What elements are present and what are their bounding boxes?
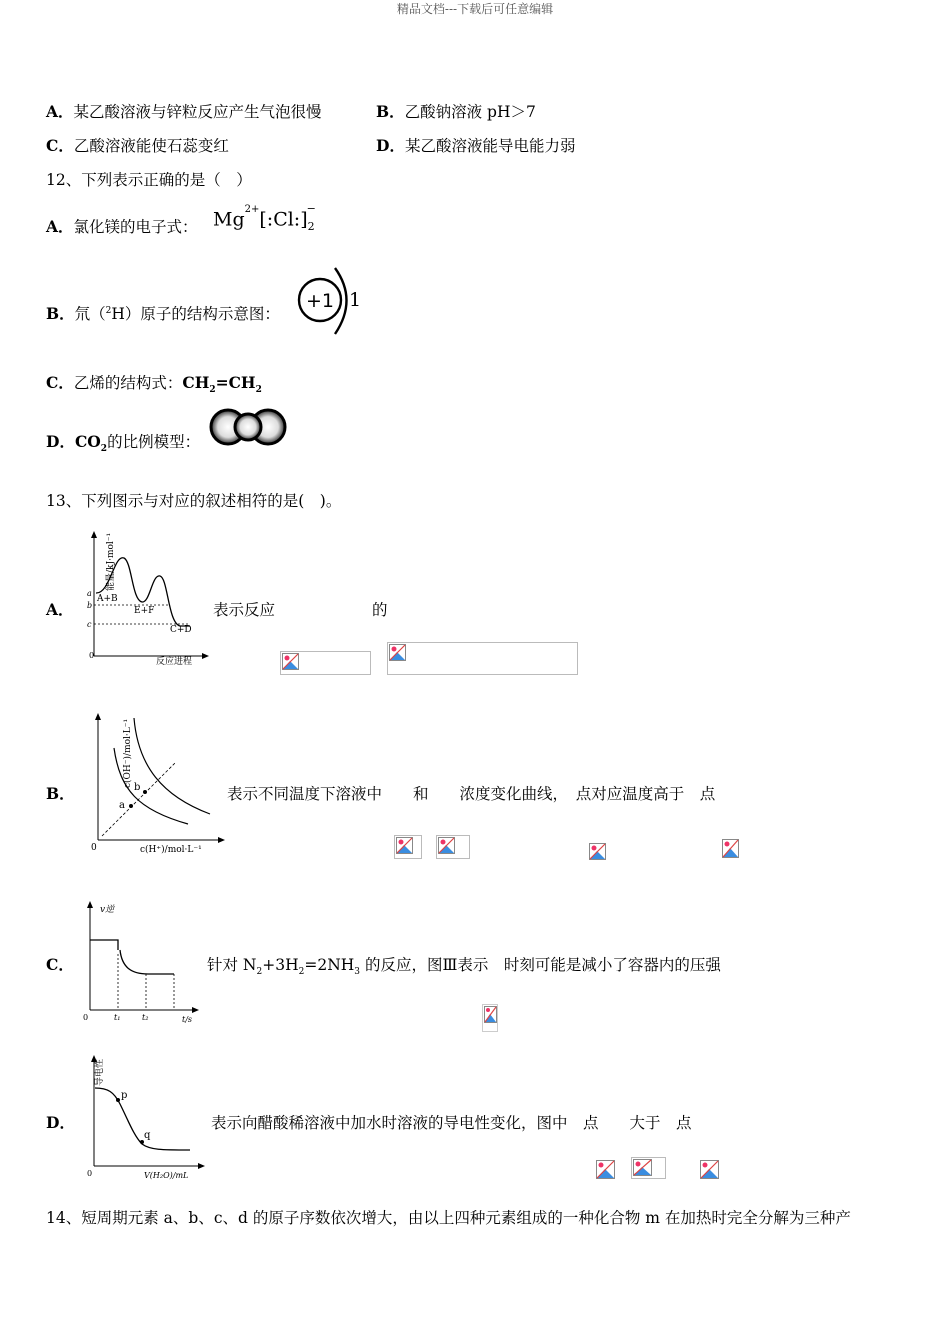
- svg-text:0: 0: [87, 1169, 93, 1178]
- q13-stem: 13、下列图示与对应的叙述相符的是( )。: [46, 492, 342, 510]
- broken-image-icon: [722, 839, 740, 859]
- broken-image-placeholder: [631, 1157, 666, 1179]
- q12-stem: 12、下列表示正确的是（ ）: [46, 171, 252, 189]
- broken-image-icon: [700, 1160, 720, 1180]
- q12-option-c: C．乙烯的结构式：$CH_2=CH_2$: [46, 373, 262, 396]
- broken-image-icon: [633, 1159, 653, 1177]
- broken-image-icon: [438, 837, 456, 855]
- svg-text:反应进程: 反应进程: [156, 657, 193, 667]
- q13-a-text1: 表示反应: [213, 601, 276, 619]
- broken-image-icon: [389, 644, 407, 662]
- broken-image-icon: [596, 1160, 616, 1180]
- svg-text:导电性: 导电性: [95, 1058, 105, 1086]
- svg-text:t₁: t₁: [114, 1013, 121, 1022]
- option-label: D．: [376, 136, 405, 155]
- q11-option-d: [376, 136, 575, 156]
- option-text: 某乙酸溶液与锌粒反应产生气泡很慢: [73, 103, 322, 121]
- q14-stem: 14、短周期元素 a、b、c、d 的原子序数依次增大，由以上四种元素组成的一种化合物 m 在加热时完全分解为三种产: [46, 1209, 851, 1227]
- svg-text:c(OH⁻)/mol·L⁻¹: c(OH⁻)/mol·L⁻¹: [123, 718, 133, 788]
- svg-text:+1: +1: [306, 290, 335, 312]
- conductivity-graph: [78, 1052, 208, 1182]
- svg-text:1: 1: [349, 289, 362, 311]
- q12-option-a: [46, 217, 198, 237]
- q13-d-text: 表示向醋酸稀溶液中加水时溶液的导电性变化，图中 点 大于 点: [211, 1114, 692, 1132]
- svg-text:v逆: v逆: [100, 905, 115, 915]
- svg-text:t₂: t₂: [142, 1013, 149, 1022]
- option-text: 氯化镁的电子式：: [73, 218, 198, 236]
- option-label: D．: [46, 432, 75, 451]
- broken-image-placeholder: [280, 651, 371, 675]
- water-ion-product-graph: [78, 710, 228, 860]
- svg-text:A+B: A+B: [97, 594, 118, 604]
- svg-text:能量/kJ·mol⁻¹: 能量/kJ·mol⁻¹: [106, 532, 116, 591]
- broken-image-placeholder: [394, 835, 422, 859]
- q13-option-b-label: B．: [46, 784, 75, 803]
- broken-image-placeholder: [436, 835, 470, 859]
- broken-image-placeholder: [595, 1159, 617, 1181]
- svg-text:V(H₂O)/mL: V(H₂O)/mL: [144, 1171, 189, 1180]
- option-label: B．: [376, 102, 405, 121]
- svg-text:c: c: [87, 620, 92, 629]
- svg-text:0: 0: [91, 843, 97, 853]
- svg-text:c(H⁺)/mol·L⁻¹: c(H⁺)/mol·L⁻¹: [140, 845, 202, 855]
- broken-image-icon: [282, 653, 300, 671]
- option-text: 某乙酸溶液能导电能力弱: [404, 137, 576, 155]
- q12-option-d: D．$CO_2$的比例模型：: [46, 432, 201, 455]
- svg-text:0: 0: [89, 651, 95, 660]
- q11-option-b: [376, 102, 536, 122]
- option-label: B．: [46, 304, 75, 324]
- co2-space-filling-model: [206, 404, 290, 450]
- q13-option-a-label: A．: [46, 600, 74, 619]
- svg-text:a: a: [119, 800, 125, 811]
- svg-text:C+D: C+D: [170, 625, 192, 635]
- option-label: A．: [46, 217, 74, 236]
- broken-image-icon: [589, 843, 607, 861]
- rate-time-graph: [76, 898, 201, 1026]
- option-label: C．: [46, 136, 74, 155]
- q13-a-text2: 的: [372, 601, 388, 619]
- broken-image-placeholder: [588, 842, 606, 860]
- q13-c-text: 针对 $N_2+3H_2=2NH_3$ 的反应，图Ⅲ表示 时刻可能是减小了容器内的压强: [207, 956, 721, 978]
- svg-text:0: 0: [83, 1013, 89, 1022]
- svg-text:p: p: [121, 1090, 128, 1101]
- q11-option-c: [46, 136, 229, 156]
- q11-option-a: [46, 102, 322, 122]
- q13-option-d-label: D．: [46, 1113, 75, 1132]
- page-header: 精品文档---下载后可任意编辑: [396, 2, 554, 16]
- svg-text:b: b: [87, 601, 93, 610]
- broken-image-placeholder: [482, 1004, 498, 1032]
- q13-b-text: 表示不同温度下溶液中 和 浓度变化曲线， 点对应温度高于 点: [227, 785, 716, 803]
- svg-text:q: q: [144, 1130, 151, 1141]
- option-text: 乙酸溶液能使石蕊变红: [73, 137, 229, 155]
- svg-text:E+F: E+F: [134, 606, 155, 616]
- broken-image-placeholder: [387, 642, 578, 675]
- svg-text:t/s: t/s: [182, 1015, 193, 1024]
- deuterium-structure-diagram: [292, 262, 364, 342]
- mgcl2-electron-formula: $Mg^{2+}[:Cl:]_2^-$: [213, 202, 316, 234]
- broken-image-placeholder: [721, 838, 739, 860]
- broken-image-placeholder: [699, 1159, 719, 1181]
- q12-option-b: B．氘（$^2$H）原子的结构示意图：: [46, 304, 280, 324]
- svg-text:b: b: [134, 782, 141, 793]
- broken-image-icon: [484, 1006, 498, 1024]
- option-label: C．: [46, 373, 74, 392]
- option-text: 乙酸钠溶液 pH＞7: [404, 103, 536, 121]
- option-label: A．: [46, 102, 74, 121]
- q13-option-c-label: C．: [46, 955, 74, 974]
- broken-image-icon: [396, 837, 414, 855]
- energy-profile-graph: [70, 528, 210, 670]
- svg-text:a: a: [87, 589, 92, 598]
